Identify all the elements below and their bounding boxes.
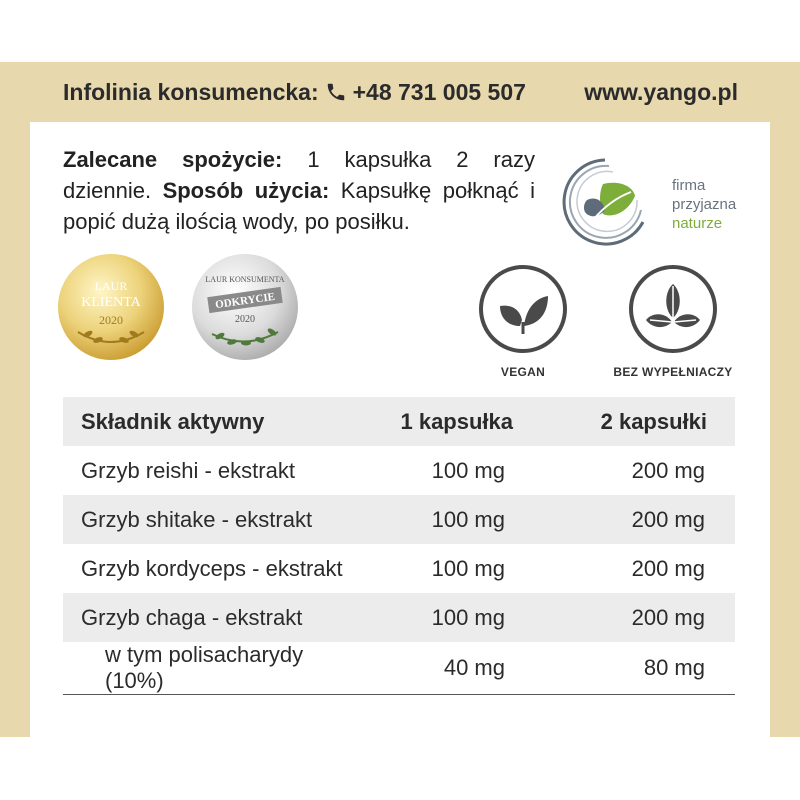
table-row [63,544,735,593]
phone-icon [325,81,347,103]
ingredients-table [63,397,735,695]
svg-text:2020: 2020 [235,314,255,325]
amount-1-capsule: 100 mg [431,457,505,483]
phone-number: +48 731 005 507 [352,78,526,105]
svg-text:LAUR KONSUMENTA: LAUR KONSUMENTA [205,275,285,284]
hotline [63,79,526,106]
table-row [63,495,735,544]
amount-2-capsules: 200 mg [535,593,735,642]
ingredient-name: Grzyb chaga - ekstrakt [63,593,345,642]
svg-text:KLIENTA: KLIENTA [81,295,141,310]
hotline-label: Infolinia konsumencka: [63,78,319,105]
usage-text [63,144,535,237]
info-card [30,122,770,737]
column-header-2-capsules: 2 kapsułki [535,397,735,446]
eco-line3: naturze [672,215,723,232]
ingredient-name: Grzyb shitake - ekstrakt [63,495,345,544]
eco-line1: firma [672,177,706,194]
amount-2-capsules: 200 mg [631,457,705,483]
method-text: Kapsułkę połknąć i popić dużą ilością wody, po posiłku. [63,178,535,234]
eco-line2: przyjazna [672,196,737,213]
dose-text: 1 kapsułka 2 razy dziennie. [63,147,535,203]
table-row [63,446,735,495]
vegan-badge [478,264,568,379]
table-row [63,593,735,642]
amount-1-capsule: 100 mg [345,593,535,642]
table-header-row [63,397,735,446]
column-header-ingredient: Składnik aktywny [63,397,345,446]
amount-1-capsule: 100 mg [431,555,505,581]
ingredient-name: w tym polisacharydy (10%) [63,642,345,695]
amount-2-capsules: 80 mg [535,642,735,695]
amount-2-capsules: 200 mg [631,555,705,581]
eco-text [672,176,736,233]
no-fillers-label: BEZ WYPEŁNIACZY [613,365,733,379]
amount-1-capsule: 100 mg [345,495,535,544]
leaf-circle-icon [545,152,665,252]
method-label: Sposób użycia: [162,178,330,203]
leaf-icon [478,264,568,354]
three-leaves-icon [628,264,718,354]
laur-klienta-2020-medal [56,252,166,362]
header-bar [0,62,800,122]
no-fillers-badge [598,264,748,379]
vegan-label: VEGAN [500,365,546,379]
dose-label: Zalecane spożycie: [63,147,283,172]
amount-1-capsule: 40 mg [345,642,535,695]
svg-text:LAUR: LAUR [94,279,128,293]
svg-text:2020: 2020 [99,313,123,327]
amount-2-capsules: 200 mg [535,495,735,544]
ingredient-name: Grzyb kordyceps - ekstrakt [81,555,343,581]
table-row [63,642,735,695]
eco-badge [545,152,760,252]
svg-text:ODKRYCIE: ODKRYCIE [214,290,276,312]
website-link[interactable]: www.yango.pl [584,78,738,105]
column-header-1-capsule: 1 kapsułka [345,397,535,446]
ingredient-name: Grzyb reishi - ekstrakt [81,457,295,483]
laur-konsumenta-odkrycie-2020-medal [190,252,300,362]
